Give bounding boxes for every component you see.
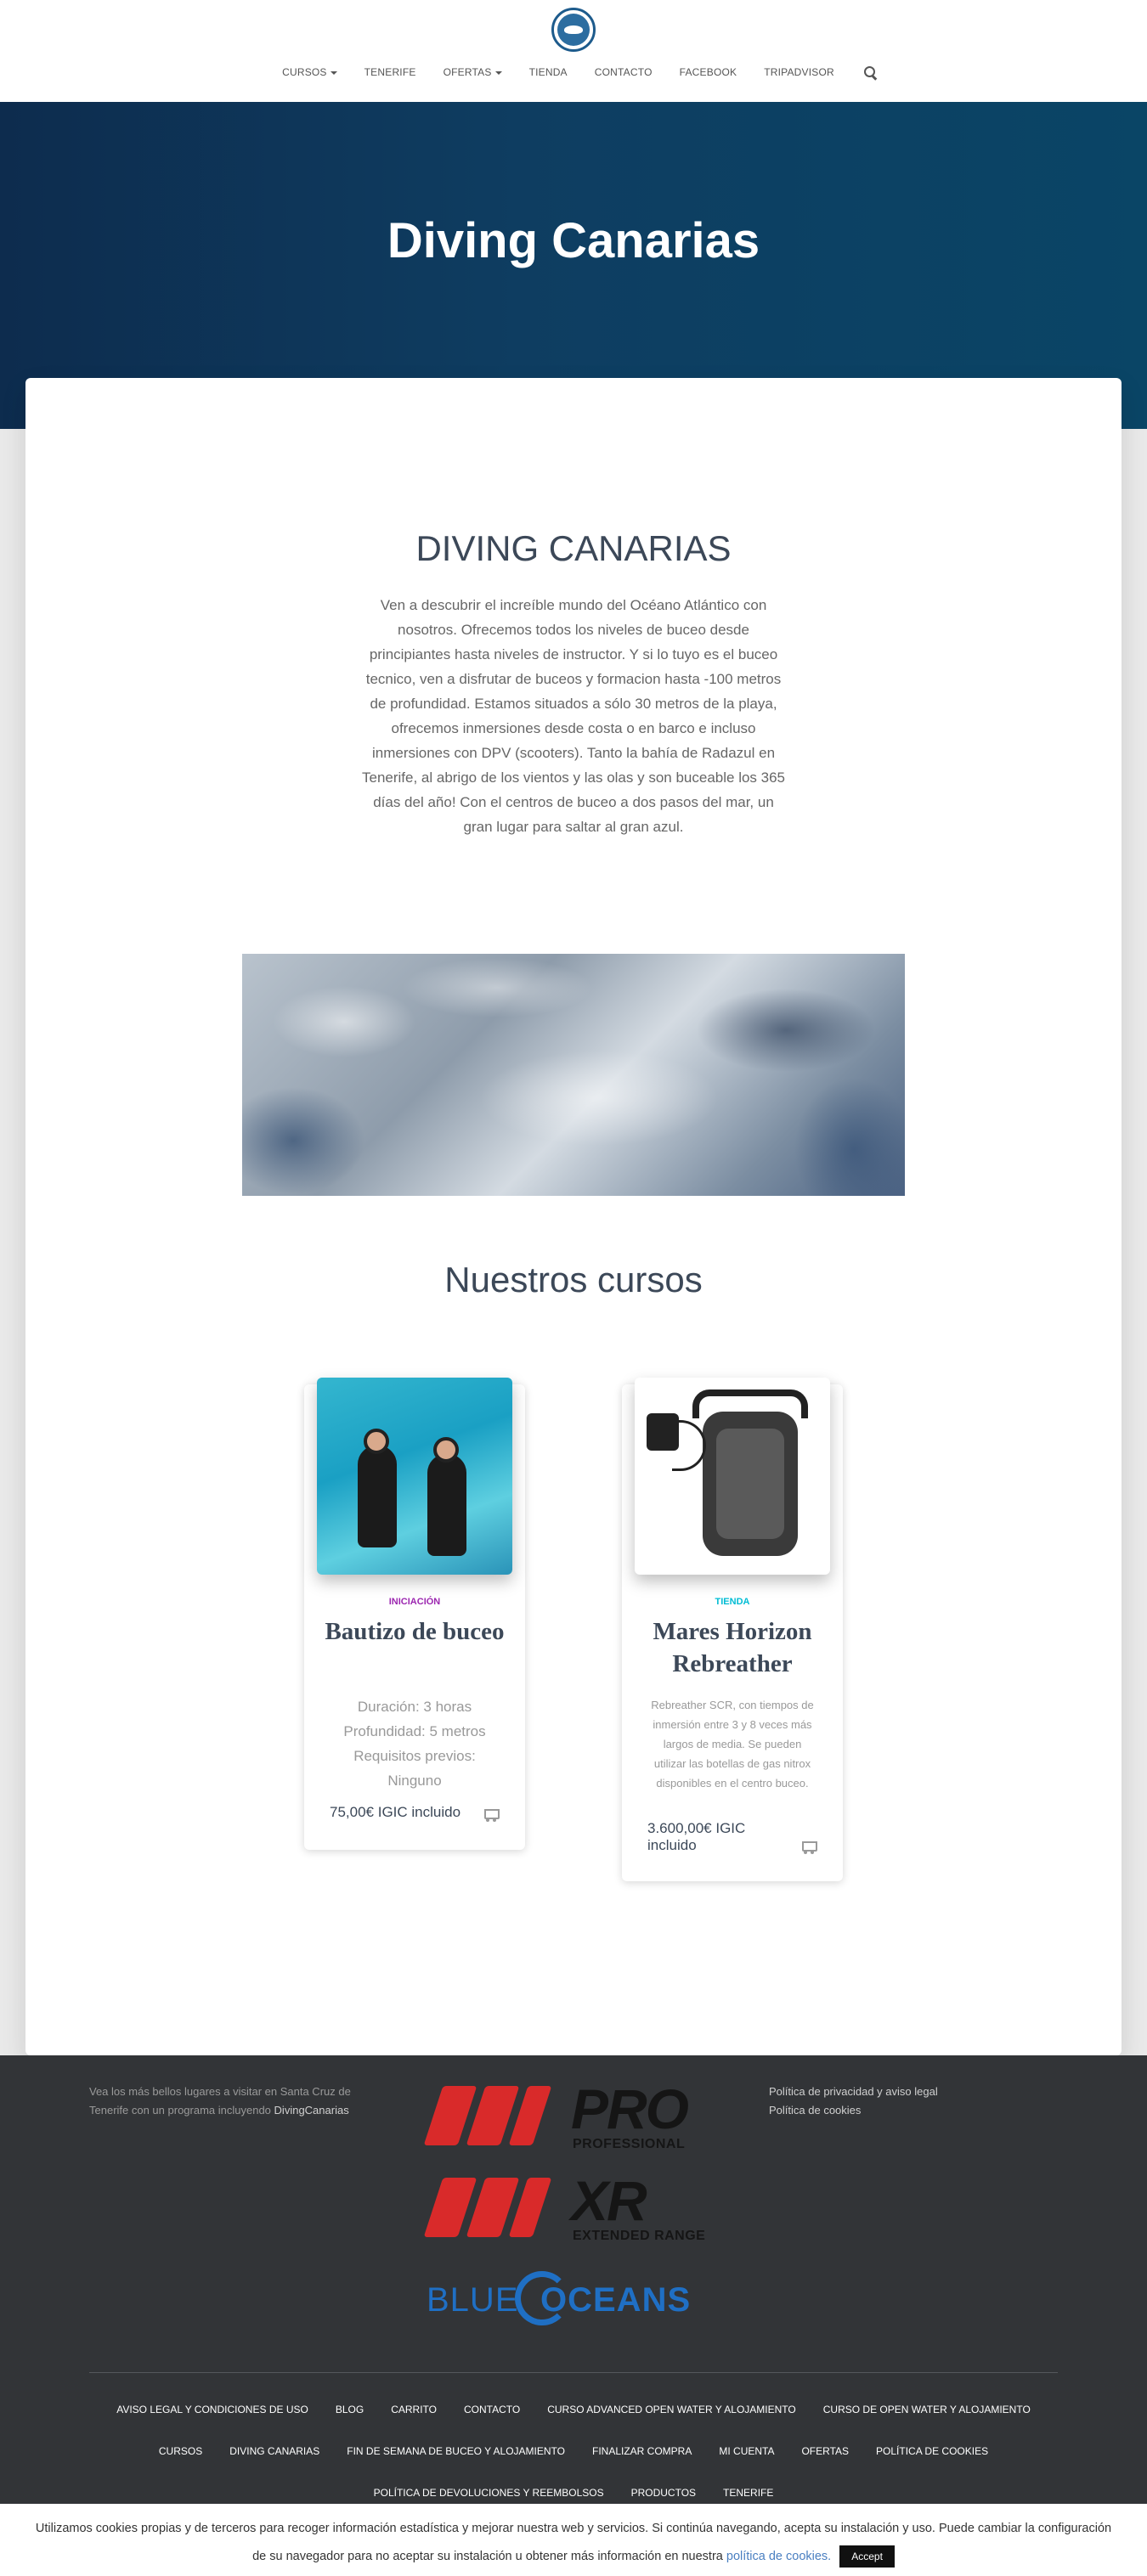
badge-word: PRO xyxy=(571,2077,688,2140)
rebreather-panel xyxy=(716,1429,784,1539)
cookie-policy-link[interactable]: Política de cookies xyxy=(769,2104,862,2117)
footer-link[interactable]: CURSO ADVANCED OPEN WATER Y ALOJAMIENTO xyxy=(547,2404,796,2415)
diver-head xyxy=(433,1437,459,1463)
description-line: Ninguno xyxy=(387,1773,442,1789)
cart-icon[interactable] xyxy=(483,1807,500,1823)
footer-link[interactable]: POLÍTICA DE COOKIES xyxy=(876,2445,989,2457)
footer-link[interactable]: DIVING CANARIAS xyxy=(229,2445,320,2457)
menu-item-cursos[interactable]: CURSOS xyxy=(268,65,351,81)
search-icon[interactable] xyxy=(863,65,879,81)
ssi-logo-icon xyxy=(427,2173,562,2242)
footer-legal xyxy=(769,2083,1024,2120)
ssi-xr-badge xyxy=(427,2169,720,2246)
footer-link[interactable]: MI CUENTA xyxy=(719,2445,775,2457)
badge-subtitle: PROFESSIONAL xyxy=(573,2137,686,2151)
footer-links-row xyxy=(89,2445,1058,2457)
water-splash-image xyxy=(242,954,905,1196)
footer-link[interactable]: FINALIZAR COMPRA xyxy=(592,2445,692,2457)
intro-text: Ven a descubrir el increíble mundo del Océano Atlántico con nosotros. Ofrecemos todos los niveles de buceo desde principiantes hasta niveles de instructor. Y si lo tuyo es el buceo tecnico, ven a disfrutar de buceos y formacion hasta -100 metros de profundidad. Estamos situados a sólo 30 metros de la playa, ofrecemos inmersiones desde costa o en barco e incluso inmersiones con DPV (scooters). Tanto la bahía de Radazul en Tenerife, al abrigo de los vientos y las olas y son buceable los 365 días del año! Con el centros de buceo a dos pasos del mar, un gran lugar para saltar al gran azul. xyxy=(361,597,786,835)
description-line: Duración: 3 horas xyxy=(357,1699,472,1715)
footer-link[interactable]: CONTACTO xyxy=(463,2404,521,2415)
course-card-bautizo[interactable] xyxy=(304,1384,525,1850)
blue-oceans-right: OCEANS xyxy=(540,2281,692,2319)
footer-link[interactable]: POLÍTICA DE DEVOLUCIONES Y REEMBOLSOS xyxy=(373,2487,604,2499)
menu-item-facebook[interactable]: FACEBOOK xyxy=(679,66,737,78)
footer-link[interactable]: CARRITO xyxy=(391,2404,437,2415)
top-navbar xyxy=(0,0,1147,102)
cookie-text: Utilizamos cookies propias y de terceros para recoger información estadística y mejorar nuestra web y servicios. Si continúa navegando, acepta su instalación y uso. Puede cambiar la configuración de su navegador para no aceptar su instalación u obtener más información en nuestra xyxy=(35,2522,1112,2563)
footer-about xyxy=(89,2083,387,2120)
privacy-policy-link[interactable]: Política de privacidad y aviso legal xyxy=(769,2085,938,2098)
blue-oceans-left: BLUE xyxy=(427,2281,519,2319)
ssi-pro-badge xyxy=(427,2077,720,2154)
menu-item-tenerife[interactable]: TENERIFE xyxy=(364,66,416,78)
chevron-down-icon xyxy=(331,71,337,75)
menu-item-contacto[interactable]: CONTACTO xyxy=(594,66,653,78)
footer-link[interactable]: FIN DE SEMANA DE BUCEO Y ALOJAMIENTO xyxy=(347,2445,565,2457)
intro-title: DIVING CANARIAS xyxy=(415,528,732,568)
diver-figure xyxy=(358,1446,397,1547)
product-description: Rebreather SCR, con tiempos de inmersión entre 3 y 8 veces más largos de media. Se pueden utilizar las botellas de gas nitrox disponibles en el centro buceo. xyxy=(651,1699,814,1790)
course-title[interactable]: Bautizo de buceo xyxy=(325,1618,505,1645)
course-description xyxy=(321,1694,508,1793)
rebreather-cable xyxy=(672,1420,706,1471)
product-card-rebreather[interactable] xyxy=(622,1384,843,1881)
footer-link[interactable]: CURSO DE OPEN WATER Y ALOJAMIENTO xyxy=(822,2404,1031,2415)
blue-oceans-logo xyxy=(427,2268,720,2327)
menu-item-tienda[interactable]: TIENDA xyxy=(528,66,568,78)
footer-link[interactable]: OFERTAS xyxy=(801,2445,850,2457)
ssi-logo-icon xyxy=(427,2081,562,2150)
product-title[interactable]: Mares Horizon Rebreather xyxy=(653,1618,812,1677)
cookie-notice xyxy=(34,2515,1113,2571)
rebreather-photo[interactable] xyxy=(635,1378,830,1575)
product-category[interactable]: TIENDA xyxy=(715,1597,750,1607)
chevron-down-icon xyxy=(495,71,502,75)
hero-title: Diving Canarias xyxy=(387,213,760,268)
cookie-policy-link[interactable]: política de cookies. xyxy=(726,2550,832,2563)
footer-divider xyxy=(89,2372,1058,2373)
description-line: Requisitos previos: xyxy=(353,1748,476,1764)
menu-item-ofertas[interactable]: OFERTAS xyxy=(430,65,516,81)
course-category[interactable]: INICIACIÓN xyxy=(388,1597,441,1607)
footer-links-row xyxy=(89,2487,1058,2499)
footer xyxy=(0,2055,1147,2576)
main-menu xyxy=(0,65,1147,81)
description-line: Profundidad: 5 metros xyxy=(343,1723,486,1739)
accept-cookies-button[interactable]: Accept xyxy=(839,2545,895,2568)
badge-subtitle: EXTENDED RANGE xyxy=(573,2229,706,2243)
footer-link[interactable]: PRODUCTOS xyxy=(630,2487,697,2499)
footer-link[interactable]: CURSOS xyxy=(158,2445,203,2457)
cookie-banner xyxy=(0,2504,1147,2576)
site-logo[interactable] xyxy=(551,8,596,52)
diver-head xyxy=(364,1429,389,1454)
logo-emblem-icon xyxy=(557,14,590,46)
divers-photo[interactable] xyxy=(317,1378,512,1575)
footer-links-row xyxy=(89,2404,1058,2415)
footer-link[interactable]: BLOG xyxy=(335,2404,364,2415)
footer-link[interactable]: TENERIFE xyxy=(723,2487,774,2499)
badge-word: XR xyxy=(571,2169,646,2232)
footer-link[interactable]: AVISO LEGAL Y CONDICIONES DE USO xyxy=(116,2404,308,2415)
course-price: 75,00€ IGIC incluido xyxy=(330,1804,461,1820)
footer-about-link[interactable]: DivingCanarias xyxy=(274,2104,349,2117)
footer-about-text: Vea los más bellos lugares a visitar en Santa Cruz de Tenerife con un programa incluyendo xyxy=(89,2085,351,2117)
diver-figure xyxy=(427,1454,466,1556)
product-price: 3.600,00€ IGIC incluido xyxy=(647,1820,746,1853)
courses-title: Nuestros cursos xyxy=(444,1260,703,1299)
cart-icon[interactable] xyxy=(800,1840,817,1855)
menu-item-tripadvisor[interactable]: TRIPADVISOR xyxy=(764,66,834,78)
